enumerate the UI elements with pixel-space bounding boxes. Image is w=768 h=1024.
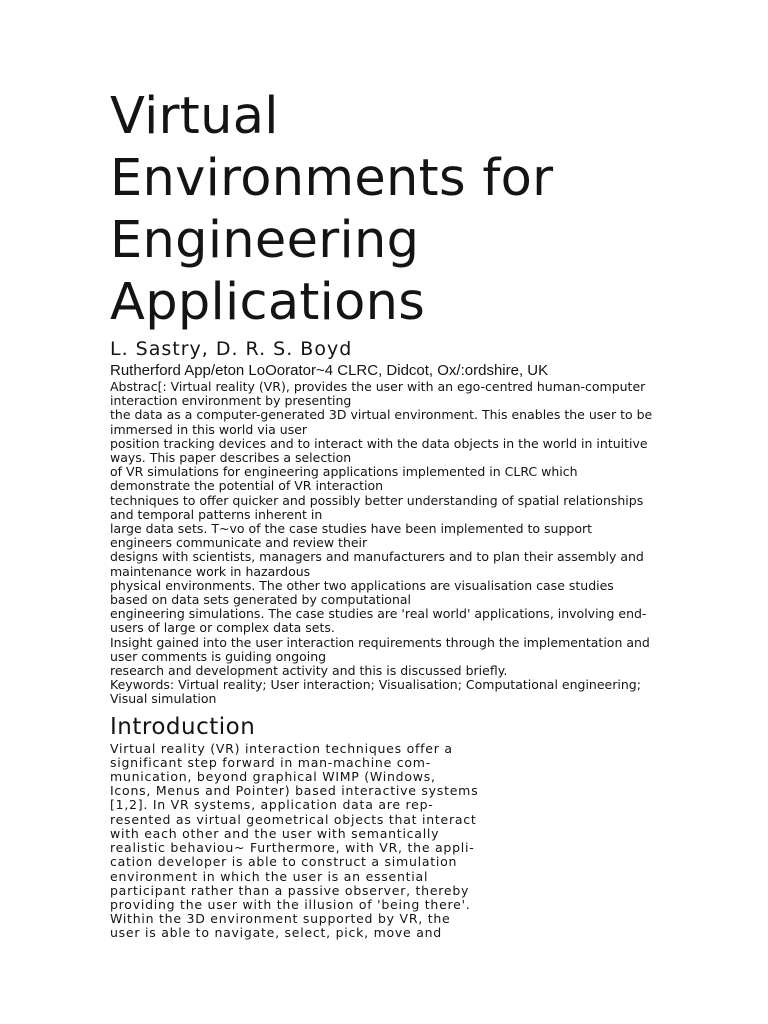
intro-line: munication, beyond graphical WIMP (Windows, bbox=[110, 769, 436, 785]
paper-title-line: Applications bbox=[110, 273, 426, 332]
intro-line: [1,2]. In VR systems, application data are rep- bbox=[110, 797, 434, 813]
paper-affiliation: Rutherford App/eton LoOorator~4 CLRC, Didcot, Ox/:ordshire, UK bbox=[110, 362, 549, 379]
intro-line: resented as virtual geometrical objects that interact bbox=[110, 811, 477, 827]
intro-line: providing the user with the illusion of 'being there'. bbox=[110, 896, 471, 912]
intro-line: participant rather than a passive observer, thereby bbox=[110, 882, 470, 898]
intro-line: significant step forward in man-machine com- bbox=[110, 754, 431, 770]
abstract-paragraph: of VR simulations for engineering applications implemented in CLRC which demonstrate the potential of VR interaction bbox=[110, 464, 578, 494]
abstract-paragraph: engineering simulations. The case studies are 'real world' applications, involving end-users of large or complex data sets. bbox=[110, 606, 647, 636]
abstract-paragraph: techniques to offer quicker and possibly better understanding of spatial relationships and temporal patterns inherent in bbox=[110, 492, 644, 522]
abstract bbox=[110, 380, 655, 707]
introduction-body bbox=[110, 742, 510, 941]
intro-line: cation developer is able to construct a simulation bbox=[110, 854, 458, 870]
paper-title-line: Environments for bbox=[110, 149, 554, 208]
intro-line: user is able to navigate, select, pick, move and bbox=[110, 925, 442, 941]
abstract-paragraph: the data as a computer-generated 3D virtual environment. This enables the user to be immersed in this world via user bbox=[110, 407, 653, 437]
paper-page bbox=[110, 86, 655, 941]
abstract-paragraph: large data sets. T~vo of the case studies have been implemented to support engineers communicate and review their bbox=[110, 521, 593, 551]
intro-line: realistic behaviou~ Furthermore, with VR, the appli- bbox=[110, 840, 475, 856]
intro-line: Within the 3D environment supported by VR, the bbox=[110, 911, 451, 927]
paper-title-line: Engineering bbox=[110, 211, 420, 270]
paper-title bbox=[110, 86, 655, 334]
keywords: Keywords: Virtual reality; User interaction; Visualisation; Computational engineering; Visual simulation bbox=[110, 677, 641, 707]
paper-authors: L. Sastry, D. R. S. Boyd bbox=[110, 338, 353, 360]
abstract-paragraph: physical environments. The other two applications are visualisation case studies based on data sets generated by computational bbox=[110, 577, 614, 608]
abstract-paragraph: Abstrac[: Virtual reality (VR), provides the user with an ego-centred human-computer interaction environment by presenting bbox=[110, 379, 646, 409]
intro-line: with each other and the user with semantically bbox=[110, 825, 440, 841]
abstract-paragraph: position tracking devices and to interact with the data objects in the world in intuitive ways. This paper describes a selection bbox=[110, 435, 648, 466]
intro-line: Icons, Menus and Pointer) based interactive systems bbox=[110, 783, 479, 799]
abstract-paragraph: research and development activity and this is discussed briefly. bbox=[110, 663, 508, 679]
section-heading-introduction: Introduction bbox=[110, 713, 256, 740]
paper-title-line: Virtual bbox=[110, 87, 279, 146]
abstract-paragraph: designs with scientists, managers and manufacturers and to plan their assembly and maintenance work in hazardous bbox=[110, 549, 644, 579]
intro-line: environment in which the user is an essential bbox=[110, 868, 429, 884]
intro-line: Virtual reality (VR) interaction techniques offer a bbox=[110, 740, 453, 756]
abstract-paragraph: Insight gained into the user interaction requirements through the implementation and user comments is guiding ongoing bbox=[110, 634, 650, 664]
